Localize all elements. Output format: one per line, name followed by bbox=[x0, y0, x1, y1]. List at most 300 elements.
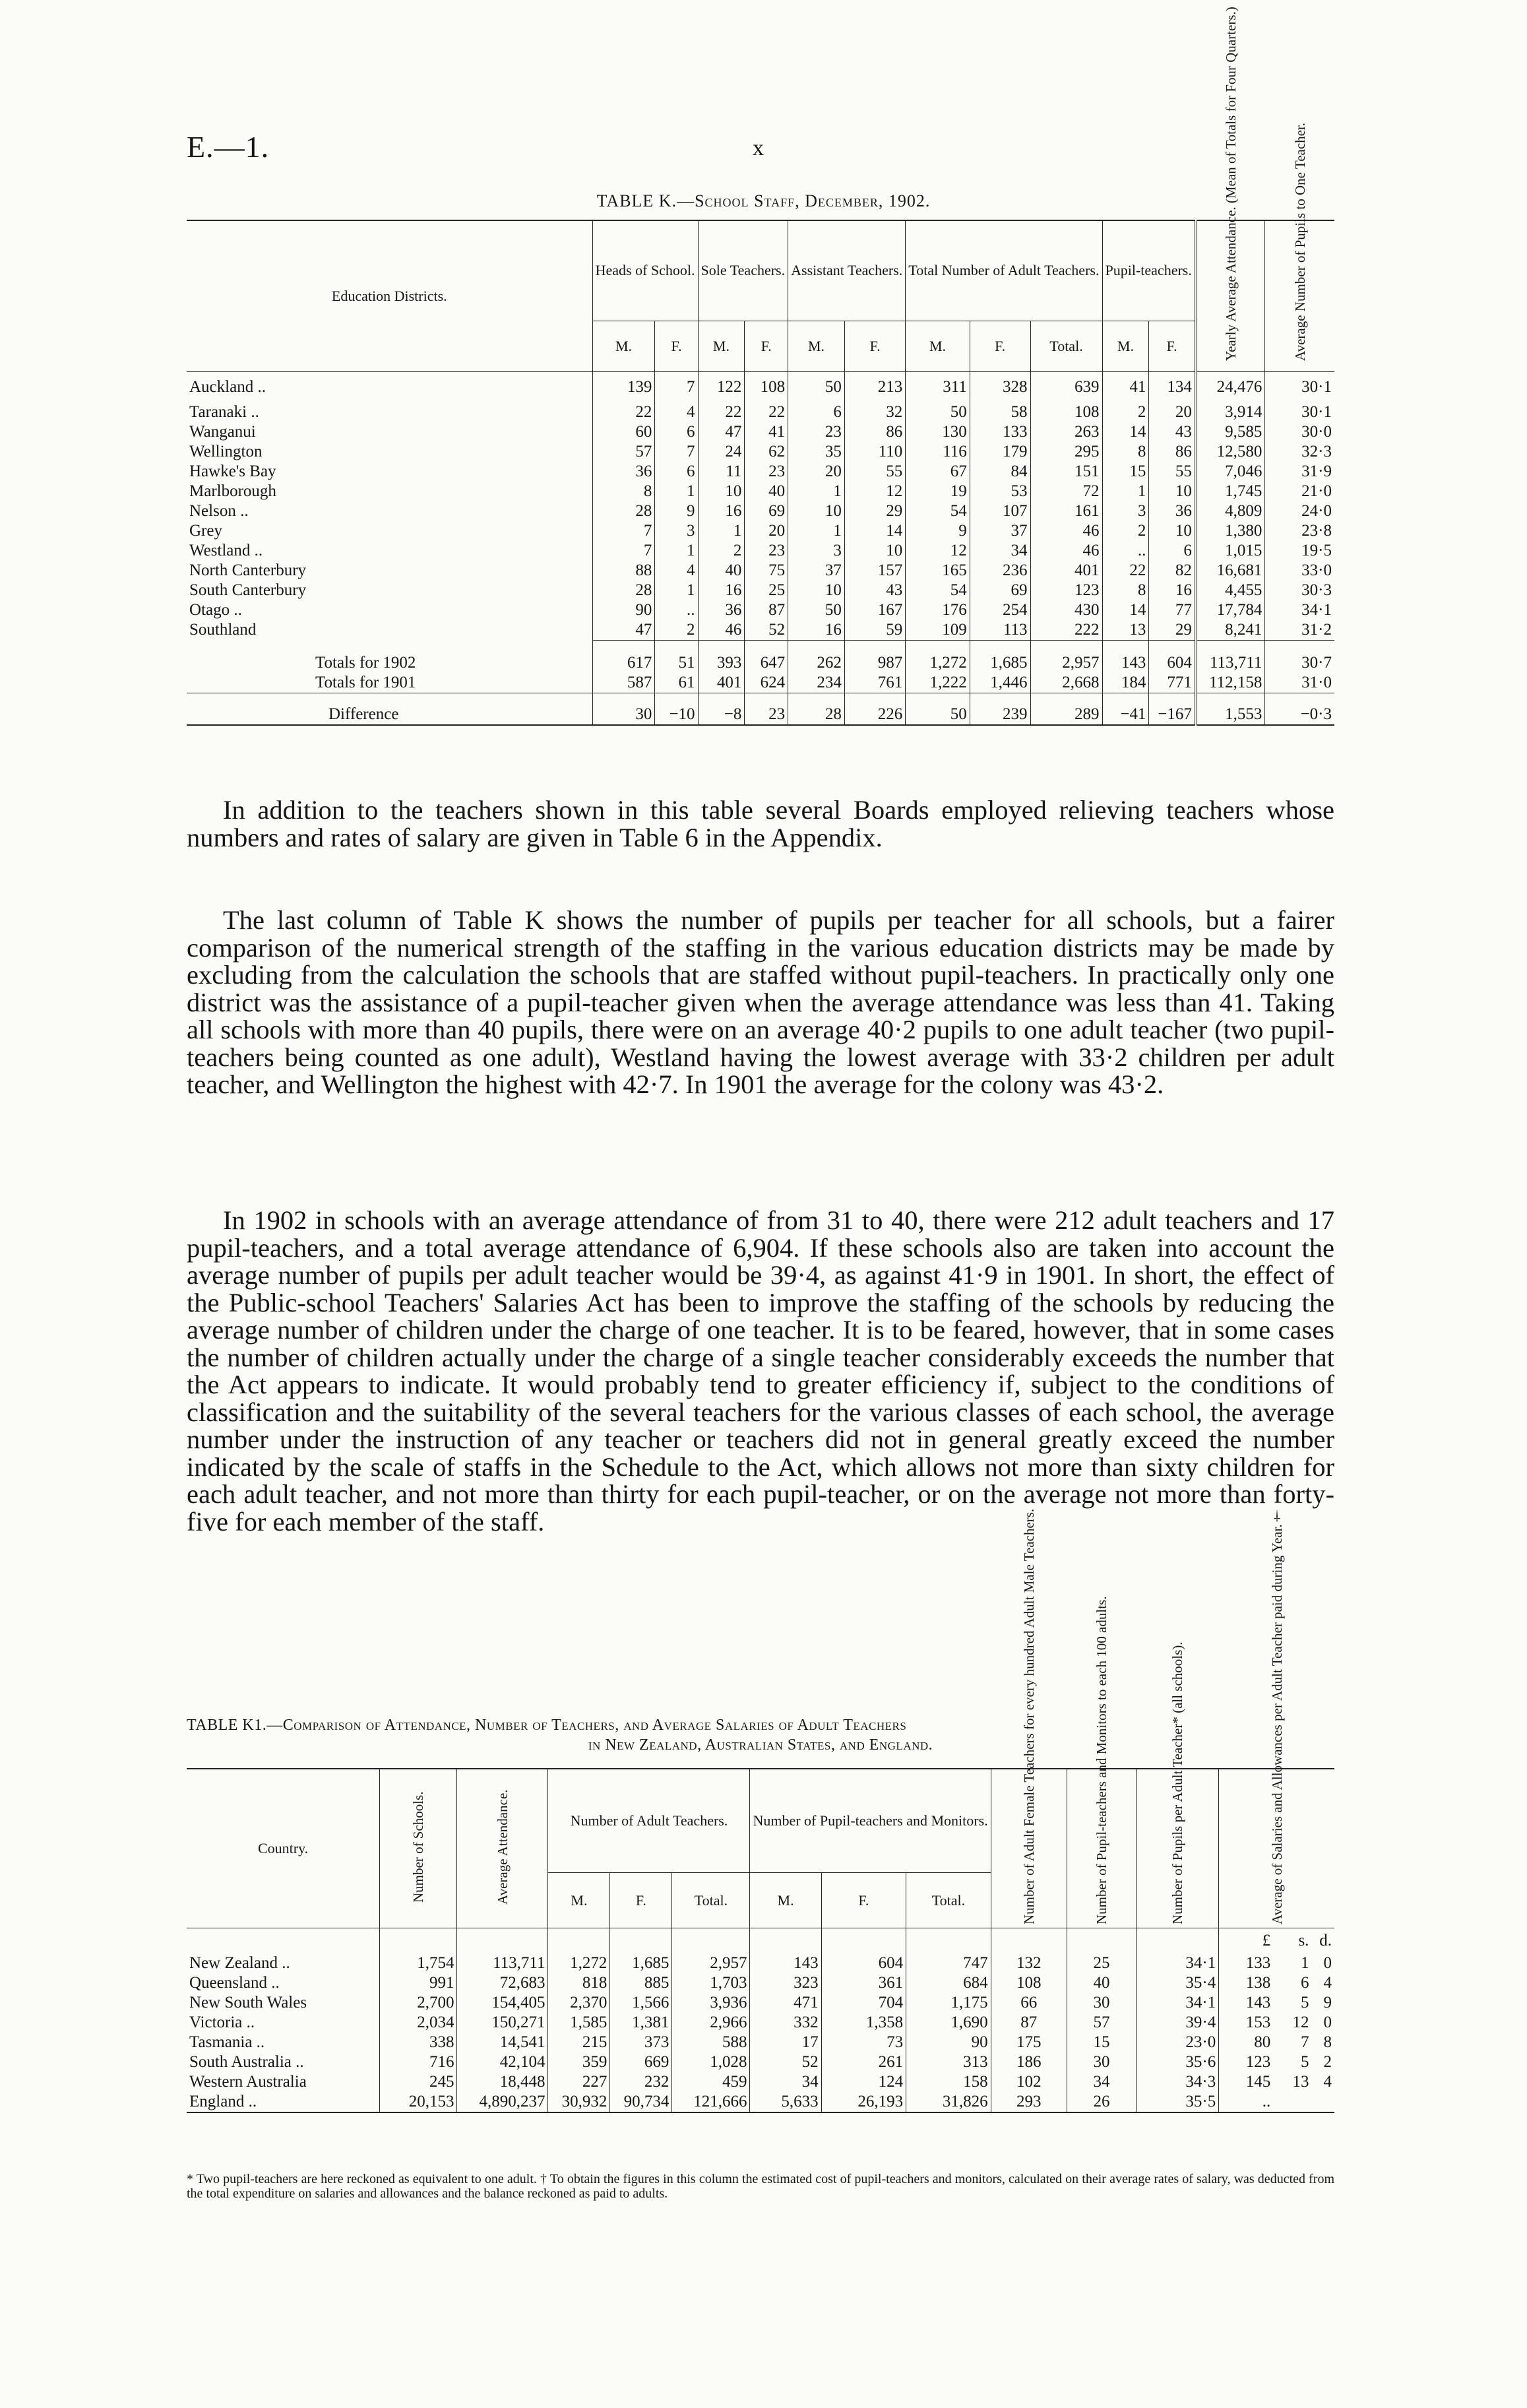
district-name: Marlborough bbox=[189, 482, 276, 500]
cell-tf: 113 bbox=[970, 620, 1030, 641]
cell-hm: 28 bbox=[592, 581, 655, 600]
cell-pf: 10 bbox=[1149, 482, 1196, 501]
district-name: Nelson .. bbox=[189, 501, 249, 520]
cell-tm: 176 bbox=[906, 600, 970, 620]
cell-pm: −41 bbox=[1102, 693, 1149, 725]
cell-pf: 29 bbox=[1149, 620, 1196, 641]
cell-avg: 30·1 bbox=[1265, 402, 1334, 422]
cell-sf: 20 bbox=[745, 521, 788, 541]
cell-pf: 16 bbox=[1149, 581, 1196, 600]
cell-hf: 1 bbox=[655, 541, 698, 561]
sub-m: M. bbox=[1102, 321, 1149, 371]
pupils-per-teacher-header: Number of Pupils per Adult Teacher* (all schools). bbox=[1137, 1769, 1219, 1928]
cell-att: 14,541 bbox=[457, 2033, 548, 2052]
cell-l: .. bbox=[1219, 2092, 1273, 2112]
cell-att: 16,681 bbox=[1196, 561, 1265, 581]
cell-am: 23 bbox=[788, 422, 845, 442]
cell-d bbox=[1311, 2092, 1334, 2112]
cell-pf: 20 bbox=[1149, 402, 1196, 422]
cell-tf: 34 bbox=[970, 541, 1030, 561]
cell-pup: 57 bbox=[1067, 2013, 1136, 2033]
cell-schools: 20,153 bbox=[380, 2092, 457, 2112]
cell-hm: 90 bbox=[592, 600, 655, 620]
table-row bbox=[187, 600, 1334, 620]
table-row bbox=[187, 1993, 1334, 2013]
cell-ppt: 39·4 bbox=[1137, 2013, 1219, 2033]
cell-hf: 6 bbox=[655, 462, 698, 482]
cell-am: 28 bbox=[788, 693, 845, 725]
cell-avg: 31·0 bbox=[1265, 673, 1334, 693]
page-number: x bbox=[753, 136, 764, 160]
cell-am: 10 bbox=[788, 581, 845, 600]
cell-pf: 1,358 bbox=[821, 2013, 906, 2033]
country-name: England .. bbox=[187, 2092, 380, 2112]
cell-avg: 30·7 bbox=[1265, 640, 1334, 673]
sub-m: M. bbox=[698, 321, 745, 371]
cell-sf: 69 bbox=[745, 501, 788, 521]
pupil-teachers-header: Number of Pupil-teachers and Monitors. bbox=[750, 1769, 991, 1873]
cell-tf: 53 bbox=[970, 482, 1030, 501]
cell-fem: 186 bbox=[991, 2052, 1067, 2072]
table-row bbox=[187, 2092, 1334, 2112]
table-row bbox=[187, 2033, 1334, 2052]
cell-af: 110 bbox=[844, 442, 905, 462]
cell-tt: 151 bbox=[1030, 462, 1102, 482]
cell-att: 4,455 bbox=[1196, 581, 1265, 600]
cell-avg: 33·0 bbox=[1265, 561, 1334, 581]
district-name: Taranaki .. bbox=[189, 402, 259, 421]
cell-sm: 393 bbox=[698, 640, 745, 673]
cell-am: 1,585 bbox=[548, 2013, 610, 2033]
cell-am: 262 bbox=[788, 640, 845, 673]
sub-f: F. bbox=[844, 321, 905, 371]
table-row bbox=[187, 422, 1334, 442]
cell-att: 150,271 bbox=[457, 2013, 548, 2033]
sub-f: F. bbox=[655, 321, 698, 371]
cell-pup: 40 bbox=[1067, 1973, 1136, 1993]
cell-att: 12,580 bbox=[1196, 442, 1265, 462]
cell-sf: 647 bbox=[745, 640, 788, 673]
cell-tf: 1,446 bbox=[970, 673, 1030, 693]
district-name: Totals for 1901 bbox=[315, 674, 416, 691]
table-k1-caption: TABLE K1.—Comparison of Attendance, Number of Teachers, and Average Salaries of Adult Teachers in New Zealand, Australian States, and England. bbox=[187, 1717, 933, 1754]
total-adult-header: Total Number of Adult Teachers. bbox=[906, 220, 1102, 321]
table-row bbox=[187, 521, 1334, 541]
cell-at: 2,966 bbox=[672, 2013, 750, 2033]
table-row bbox=[187, 1953, 1334, 1973]
schools-header: Number of Schools. bbox=[380, 1769, 457, 1928]
cell-d: 2 bbox=[1323, 2052, 1332, 2071]
cell-hm: 7 bbox=[592, 541, 655, 561]
cell-af: 167 bbox=[844, 600, 905, 620]
cell-ppt: 34·1 bbox=[1137, 1993, 1219, 2013]
cell-af: 232 bbox=[610, 2072, 672, 2092]
cell-pf: 261 bbox=[821, 2052, 906, 2072]
report-code: E.—1. bbox=[187, 130, 270, 164]
cell-sf: 62 bbox=[745, 442, 788, 462]
cell-pf: 36 bbox=[1149, 501, 1196, 521]
cell-att: 72,683 bbox=[457, 1973, 548, 1993]
country-name: Western Australia bbox=[189, 2072, 307, 2091]
cell-af: 157 bbox=[844, 561, 905, 581]
pounds-label: £ bbox=[1219, 1928, 1273, 1953]
cell-sf: 23 bbox=[745, 541, 788, 561]
table-row bbox=[187, 581, 1334, 600]
avg-pupils-header: Average Number of Pupils to One Teacher. bbox=[1265, 220, 1334, 372]
table-row bbox=[187, 2072, 1334, 2092]
sole-header: Sole Teachers. bbox=[698, 220, 788, 321]
cell-s: 12 bbox=[1292, 2013, 1309, 2031]
district-name: North Canterbury bbox=[189, 561, 307, 579]
cell-sf: 23 bbox=[745, 693, 788, 725]
cell-pm: 2 bbox=[1102, 402, 1149, 422]
cell-pt: 90 bbox=[906, 2033, 991, 2052]
cell-af: 761 bbox=[844, 673, 905, 693]
cell-pt: 747 bbox=[906, 1953, 991, 1973]
cell-tm: 1,222 bbox=[906, 673, 970, 693]
cell-sm: 24 bbox=[698, 442, 745, 462]
cell-pf: 134 bbox=[1149, 372, 1196, 402]
table-row bbox=[187, 372, 1334, 402]
cell-sf: 41 bbox=[745, 422, 788, 442]
cell-d: 0 bbox=[1323, 1953, 1332, 1972]
country-name: Victoria .. bbox=[189, 2013, 255, 2031]
cell-pf: 604 bbox=[821, 1953, 906, 1973]
cell-am: 234 bbox=[788, 673, 845, 693]
cell-tf: 254 bbox=[970, 600, 1030, 620]
cell-fem: 87 bbox=[991, 2013, 1067, 2033]
cell-sm: 11 bbox=[698, 462, 745, 482]
cell-am: 35 bbox=[788, 442, 845, 462]
cell-am: 20 bbox=[788, 462, 845, 482]
cell-am: 1 bbox=[788, 521, 845, 541]
district-name: South Canterbury bbox=[189, 581, 307, 599]
totals-row bbox=[187, 640, 1334, 673]
cell-s bbox=[1273, 2092, 1311, 2112]
cell-ppt: 34·3 bbox=[1137, 2072, 1219, 2092]
cell-ppt: 35·5 bbox=[1137, 2092, 1219, 2112]
district-name: Westland .. bbox=[189, 541, 263, 559]
table-row bbox=[187, 561, 1334, 581]
difference-row bbox=[187, 693, 1334, 725]
cell-att: 1,015 bbox=[1196, 541, 1265, 561]
heads-header: Heads of School. bbox=[592, 220, 698, 321]
sub-m: M. bbox=[906, 321, 970, 371]
cell-sm: 40 bbox=[698, 561, 745, 581]
cell-d: 0 bbox=[1323, 2013, 1332, 2031]
paragraph-1: In addition to the teachers shown in this table several Boards employed relieving teachers whose numbers and rates of salary are given in Table 6 in the Appendix. bbox=[187, 795, 1334, 852]
sub-f: F. bbox=[821, 1873, 906, 1928]
adult-teachers-header: Number of Adult Teachers. bbox=[548, 1769, 750, 1873]
sub-total: Total. bbox=[1030, 321, 1102, 371]
sub-f: F. bbox=[970, 321, 1030, 371]
district-name: Difference bbox=[187, 693, 592, 725]
table-row bbox=[187, 2052, 1334, 2072]
cell-tf: 107 bbox=[970, 501, 1030, 521]
cell-tm: 109 bbox=[906, 620, 970, 641]
cell-af: 14 bbox=[844, 521, 905, 541]
table-row bbox=[187, 541, 1334, 561]
cell-att: 8,241 bbox=[1196, 620, 1265, 641]
cell-fem: 102 bbox=[991, 2072, 1067, 2092]
cell-pf: 6 bbox=[1149, 541, 1196, 561]
cell-sf: 52 bbox=[745, 620, 788, 641]
cell-hf: 1 bbox=[655, 581, 698, 600]
cell-pm: 41 bbox=[1102, 372, 1149, 402]
cell-am: 6 bbox=[788, 402, 845, 422]
cell-tf: 179 bbox=[970, 442, 1030, 462]
cell-avg: 30·0 bbox=[1265, 422, 1334, 442]
cell-at: 1,703 bbox=[672, 1973, 750, 1993]
cell-sm: 16 bbox=[698, 581, 745, 600]
cell-sm: 46 bbox=[698, 620, 745, 641]
table-row bbox=[187, 620, 1334, 641]
cell-tt: 2,668 bbox=[1030, 673, 1102, 693]
cell-avg: 21·0 bbox=[1265, 482, 1334, 501]
cell-pm: 184 bbox=[1102, 673, 1149, 693]
cell-tt: 289 bbox=[1030, 693, 1102, 725]
cell-pm: 471 bbox=[750, 1993, 821, 2013]
district-name: Wanganui bbox=[189, 422, 256, 441]
cell-tm: 54 bbox=[906, 501, 970, 521]
cell-tt: 222 bbox=[1030, 620, 1102, 641]
cell-pt: 158 bbox=[906, 2072, 991, 2092]
cell-am: 50 bbox=[788, 372, 845, 402]
cell-pm: .. bbox=[1102, 541, 1149, 561]
cell-pm: 332 bbox=[750, 2013, 821, 2033]
cell-pf: 77 bbox=[1149, 600, 1196, 620]
cell-hf: .. bbox=[655, 600, 698, 620]
cell-pm: 143 bbox=[750, 1953, 821, 1973]
cell-att: 1,380 bbox=[1196, 521, 1265, 541]
cell-am: 818 bbox=[548, 1973, 610, 1993]
cell-am: 359 bbox=[548, 2052, 610, 2072]
cell-sm: 2 bbox=[698, 541, 745, 561]
cell-pm: 13 bbox=[1102, 620, 1149, 641]
cell-tf: 133 bbox=[970, 422, 1030, 442]
cell-af: 32 bbox=[844, 402, 905, 422]
country-name: New South Wales bbox=[189, 1993, 307, 2012]
cell-avg: 34·1 bbox=[1265, 600, 1334, 620]
cell-af: 59 bbox=[844, 620, 905, 641]
cell-ppt: 35·6 bbox=[1137, 2052, 1219, 2072]
table-row bbox=[187, 442, 1334, 462]
cell-pt: 1,175 bbox=[906, 1993, 991, 2013]
cell-pm: 1 bbox=[1102, 482, 1149, 501]
cell-pt: 1,690 bbox=[906, 2013, 991, 2033]
yearly-attendance-header: Yearly Average Attendance. (Mean of Totals for Four Quarters.) bbox=[1196, 220, 1265, 372]
cell-at: 3,936 bbox=[672, 1993, 750, 2013]
paragraph-2: The last column of Table K shows the number of pupils per teacher for all schools, but a fairer comparison of the numerical strength of the staffing in the various education districts may be made by excluding from the calculation the schools that are staffed without pupil-teachers. In practically only one district was the assistance of a pupil-teacher given when the average attendance was less than 41. Taking all schools with more than 40 pupils, there were on an average 40·2 pupils to one adult teacher (two pupil-teachers being counted as one adult), Westland having the lowest average with 33·2 children per adult teacher, and Wellington the highest with 42·7. In 1901 the average for the colony was 43·2. bbox=[187, 905, 1334, 1099]
district-name: Totals for 1902 bbox=[315, 654, 416, 672]
cell-pf: 10 bbox=[1149, 521, 1196, 541]
cell-at: 2,957 bbox=[672, 1953, 750, 1973]
cell-sm: 22 bbox=[698, 402, 745, 422]
cell-sf: 108 bbox=[745, 372, 788, 402]
pupil-teachers-header: Pupil-teachers. bbox=[1102, 220, 1196, 321]
cell-pm: 15 bbox=[1102, 462, 1149, 482]
cell-pf: 771 bbox=[1149, 673, 1196, 693]
cell-tt: 108 bbox=[1030, 402, 1102, 422]
cell-d: 8 bbox=[1323, 2033, 1332, 2051]
country-name: Tasmania .. bbox=[189, 2033, 265, 2051]
cell-hm: 47 bbox=[592, 620, 655, 641]
cell-af: 86 bbox=[844, 422, 905, 442]
cell-tf: 328 bbox=[970, 372, 1030, 402]
cell-hf: 3 bbox=[655, 521, 698, 541]
cell-s: 6 bbox=[1300, 1973, 1309, 1992]
cell-af: 10 bbox=[844, 541, 905, 561]
cell-avg: 30·1 bbox=[1265, 372, 1334, 402]
cell-att: 113,711 bbox=[1196, 640, 1265, 673]
cell-ppt: 34·1 bbox=[1137, 1953, 1219, 1973]
cell-pf: 361 bbox=[821, 1973, 906, 1993]
cell-af: 226 bbox=[844, 693, 905, 725]
district-name: Grey bbox=[189, 521, 222, 540]
cell-avg: −0·3 bbox=[1265, 693, 1334, 725]
cell-d: 4 bbox=[1323, 2072, 1332, 2091]
cell-pup: 34 bbox=[1067, 2072, 1136, 2092]
cell-sm: 36 bbox=[698, 600, 745, 620]
cell-hf: 2 bbox=[655, 620, 698, 641]
cell-sf: 624 bbox=[745, 673, 788, 693]
cell-hf: 51 bbox=[655, 640, 698, 673]
cell-tf: 1,685 bbox=[970, 640, 1030, 673]
cell-af: 90,734 bbox=[610, 2092, 672, 2112]
cell-tm: 54 bbox=[906, 581, 970, 600]
cell-sm: 122 bbox=[698, 372, 745, 402]
cell-tf: 58 bbox=[970, 402, 1030, 422]
cell-avg: 24·0 bbox=[1265, 501, 1334, 521]
cell-sm: 47 bbox=[698, 422, 745, 442]
cell-am: 2,370 bbox=[548, 1993, 610, 2013]
cell-pt: 684 bbox=[906, 1973, 991, 1993]
sub-f: F. bbox=[745, 321, 788, 371]
district-name: Otago .. bbox=[189, 600, 242, 619]
cell-hf: 7 bbox=[655, 442, 698, 462]
cell-sf: 25 bbox=[745, 581, 788, 600]
cell-af: 885 bbox=[610, 1973, 672, 1993]
cell-hf: 9 bbox=[655, 501, 698, 521]
cell-pf: 55 bbox=[1149, 462, 1196, 482]
cell-att: 113,711 bbox=[457, 1953, 548, 1973]
cell-pm: 8 bbox=[1102, 442, 1149, 462]
cell-pf: 26,193 bbox=[821, 2092, 906, 2112]
cell-hm: 57 bbox=[592, 442, 655, 462]
cell-tm: 19 bbox=[906, 482, 970, 501]
sub-f: F. bbox=[610, 1873, 672, 1928]
attendance-header: Average Attendance. bbox=[457, 1769, 548, 1928]
cell-hf: 4 bbox=[655, 402, 698, 422]
cell-schools: 716 bbox=[380, 2052, 457, 2072]
cell-att: 42,104 bbox=[457, 2052, 548, 2072]
cell-am: 37 bbox=[788, 561, 845, 581]
cell-l: 123 bbox=[1219, 2052, 1273, 2072]
cell-pup: 30 bbox=[1067, 2052, 1136, 2072]
cell-schools: 991 bbox=[380, 1973, 457, 1993]
cell-pm: 143 bbox=[1102, 640, 1149, 673]
cell-hf: 7 bbox=[655, 372, 698, 402]
cell-tt: 295 bbox=[1030, 442, 1102, 462]
cell-pf: 604 bbox=[1149, 640, 1196, 673]
cell-s: 7 bbox=[1300, 2033, 1309, 2051]
pupil-per-100-header: Number of Pupil-teachers and Monitors to each 100 adults. bbox=[1067, 1769, 1136, 1928]
table-row bbox=[187, 501, 1334, 521]
cell-l: 138 bbox=[1219, 1973, 1273, 1993]
cell-tt: 46 bbox=[1030, 521, 1102, 541]
cell-sf: 40 bbox=[745, 482, 788, 501]
district-header: Education Districts. bbox=[187, 220, 592, 372]
sub-total: Total. bbox=[672, 1873, 750, 1928]
assistant-header: Assistant Teachers. bbox=[788, 220, 906, 321]
cell-tm: 50 bbox=[906, 693, 970, 725]
cell-hf: −10 bbox=[655, 693, 698, 725]
cell-am: 1,272 bbox=[548, 1953, 610, 1973]
female-per-100-header: Number of Adult Female Teachers for every hundred Adult Male Teachers. bbox=[991, 1769, 1067, 1928]
district-name: Wellington bbox=[189, 442, 263, 460]
cell-pup: 25 bbox=[1067, 1953, 1136, 1973]
cell-af: 55 bbox=[844, 462, 905, 482]
cell-af: 373 bbox=[610, 2033, 672, 2052]
cell-fem: 132 bbox=[991, 1953, 1067, 1973]
cell-tt: 72 bbox=[1030, 482, 1102, 501]
cell-pf: 124 bbox=[821, 2072, 906, 2092]
cell-tt: 161 bbox=[1030, 501, 1102, 521]
cell-hm: 30 bbox=[592, 693, 655, 725]
cell-schools: 245 bbox=[380, 2072, 457, 2092]
cell-att: 4,809 bbox=[1196, 501, 1265, 521]
cell-tm: 116 bbox=[906, 442, 970, 462]
cell-am: 16 bbox=[788, 620, 845, 641]
cell-af: 1,381 bbox=[610, 2013, 672, 2033]
sub-m: M. bbox=[788, 321, 845, 371]
cell-sm: 10 bbox=[698, 482, 745, 501]
table-row bbox=[187, 1973, 1334, 1993]
shillings-label: s. bbox=[1298, 1931, 1309, 1949]
cell-tt: 401 bbox=[1030, 561, 1102, 581]
cell-hf: 61 bbox=[655, 673, 698, 693]
cell-tm: 165 bbox=[906, 561, 970, 581]
cell-att: 1,553 bbox=[1196, 693, 1265, 725]
sub-total: Total. bbox=[906, 1873, 991, 1928]
cell-tm: 1,272 bbox=[906, 640, 970, 673]
cell-avg: 30·3 bbox=[1265, 581, 1334, 600]
cell-ppt: 23·0 bbox=[1137, 2033, 1219, 2052]
sub-m: M. bbox=[592, 321, 655, 371]
cell-hm: 28 bbox=[592, 501, 655, 521]
cell-l: 153 bbox=[1219, 2013, 1273, 2033]
cell-pf: 43 bbox=[1149, 422, 1196, 442]
cell-pup: 30 bbox=[1067, 1993, 1136, 2013]
cell-tt: 430 bbox=[1030, 600, 1102, 620]
cell-att: 1,745 bbox=[1196, 482, 1265, 501]
country-header: Country. bbox=[187, 1769, 380, 1928]
cell-att: 3,914 bbox=[1196, 402, 1265, 422]
cell-tf: 37 bbox=[970, 521, 1030, 541]
cell-at: 121,666 bbox=[672, 2092, 750, 2112]
cell-pup: 15 bbox=[1067, 2033, 1136, 2052]
pence-label: d. bbox=[1319, 1931, 1332, 1949]
sub-m: M. bbox=[548, 1873, 610, 1928]
cell-pm: 323 bbox=[750, 1973, 821, 1993]
cell-am: 215 bbox=[548, 2033, 610, 2052]
cell-sm: −8 bbox=[698, 693, 745, 725]
cell-tm: 50 bbox=[906, 402, 970, 422]
cell-hm: 587 bbox=[592, 673, 655, 693]
cell-af: 29 bbox=[844, 501, 905, 521]
cell-hm: 139 bbox=[592, 372, 655, 402]
cell-pf: 73 bbox=[821, 2033, 906, 2052]
